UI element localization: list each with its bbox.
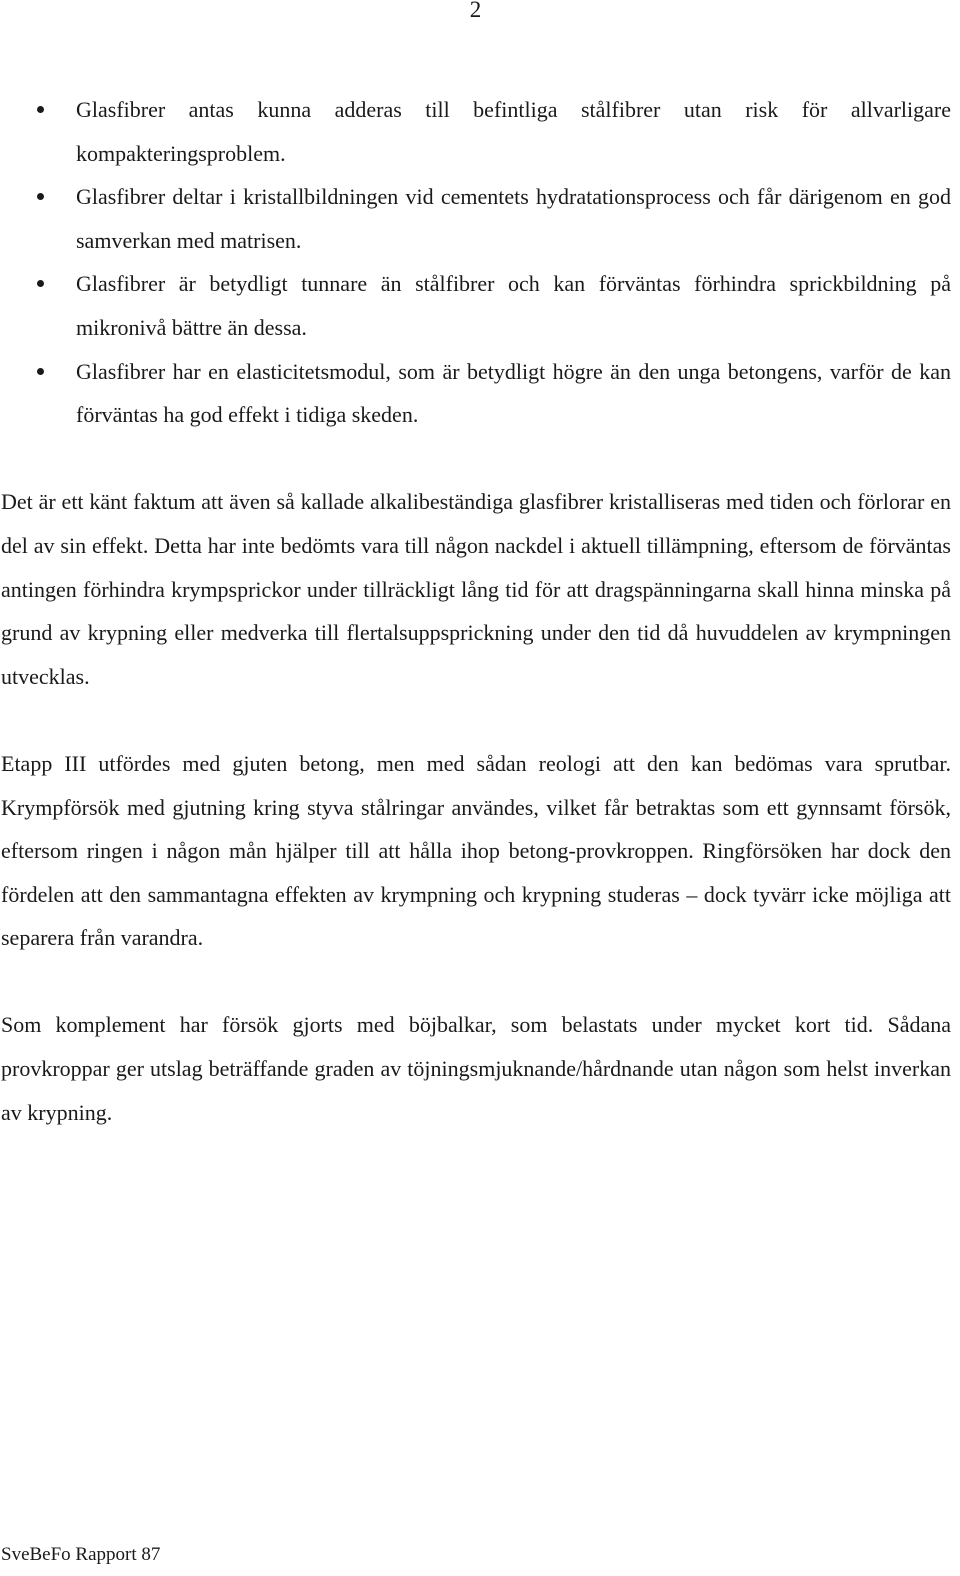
paragraph: Etapp III utfördes med gjuten betong, men med sådan reologi att den kan bedömas vara sprutbar. Krympförsök med gjutning kring styva stålringar användes, vilket får betraktas som ett gynnsamt försök, eftersom ringen i någon mån hjälper till att hålla ihop betong-provkroppen. Ringförsöken har dock den fördelen att den sammantagna effekten av krympning och krypning studeras – dock tyvärr icke möjliga att separera från varandra. bbox=[1, 750, 951, 951]
paragraph: Som komplement har försök gjorts med böjbalkar, som belastats under mycket kort tid. Sådana provkroppar ger utslag beträffande graden av töjningsmjuknande/hårdnande utan någon som helst inverkan av krypning. bbox=[1, 1012, 951, 1125]
list-item-text: Glasfibrer antas kunna adderas till befintliga stålfibrer utan risk för allvarligare kompakteringsproblem. bbox=[76, 97, 951, 166]
bullet-icon bbox=[37, 280, 44, 287]
paragraph: Det är ett känt faktum att även så kallade alkalibeständiga glasfibrer kristalliseras med tiden och förlorar en del av sin effekt. Detta har inte bedömts vara till någon nackdel i aktuell tillämpning, eftersom de förväntas antingen förhindra krympsprickor under tillräckligt lång tid för att dragspänningarna skall hinna minska på grund av krypning eller medverka till flertalsuppsprickning under den tid då huvuddelen av krympningen utvecklas. bbox=[1, 489, 951, 689]
spacer bbox=[1, 437, 951, 481]
bullet-icon bbox=[37, 193, 44, 200]
bullet-list bbox=[1, 88, 951, 437]
bullet-icon bbox=[37, 368, 44, 375]
document-body bbox=[1, 88, 951, 1134]
spacer bbox=[1, 698, 951, 742]
list-item bbox=[1, 88, 951, 175]
list-item-text: Glasfibrer är betydligt tunnare än stålfibrer och kan förväntas förhindra sprickbildning på mikronivå bättre än dessa. bbox=[76, 271, 951, 340]
list-item-text: Glasfibrer har en elasticitetsmodul, som är betydligt högre än den unga betongens, varför de kan förväntas ha god effekt i tidiga skeden. bbox=[76, 358, 951, 428]
list-item bbox=[1, 262, 951, 349]
footer-report-label: SveBeFo Rapport 87 bbox=[1, 1544, 161, 1565]
list-item bbox=[1, 350, 951, 437]
spacer bbox=[1, 960, 951, 1004]
bullet-icon bbox=[37, 106, 44, 113]
list-item-text: Glasfibrer deltar i kristallbildningen vid cementets hydratationsprocess och får därigenom en god samverkan med matrisen. bbox=[76, 184, 951, 253]
list-item bbox=[1, 175, 951, 262]
page-number: 2 bbox=[469, 0, 482, 22]
